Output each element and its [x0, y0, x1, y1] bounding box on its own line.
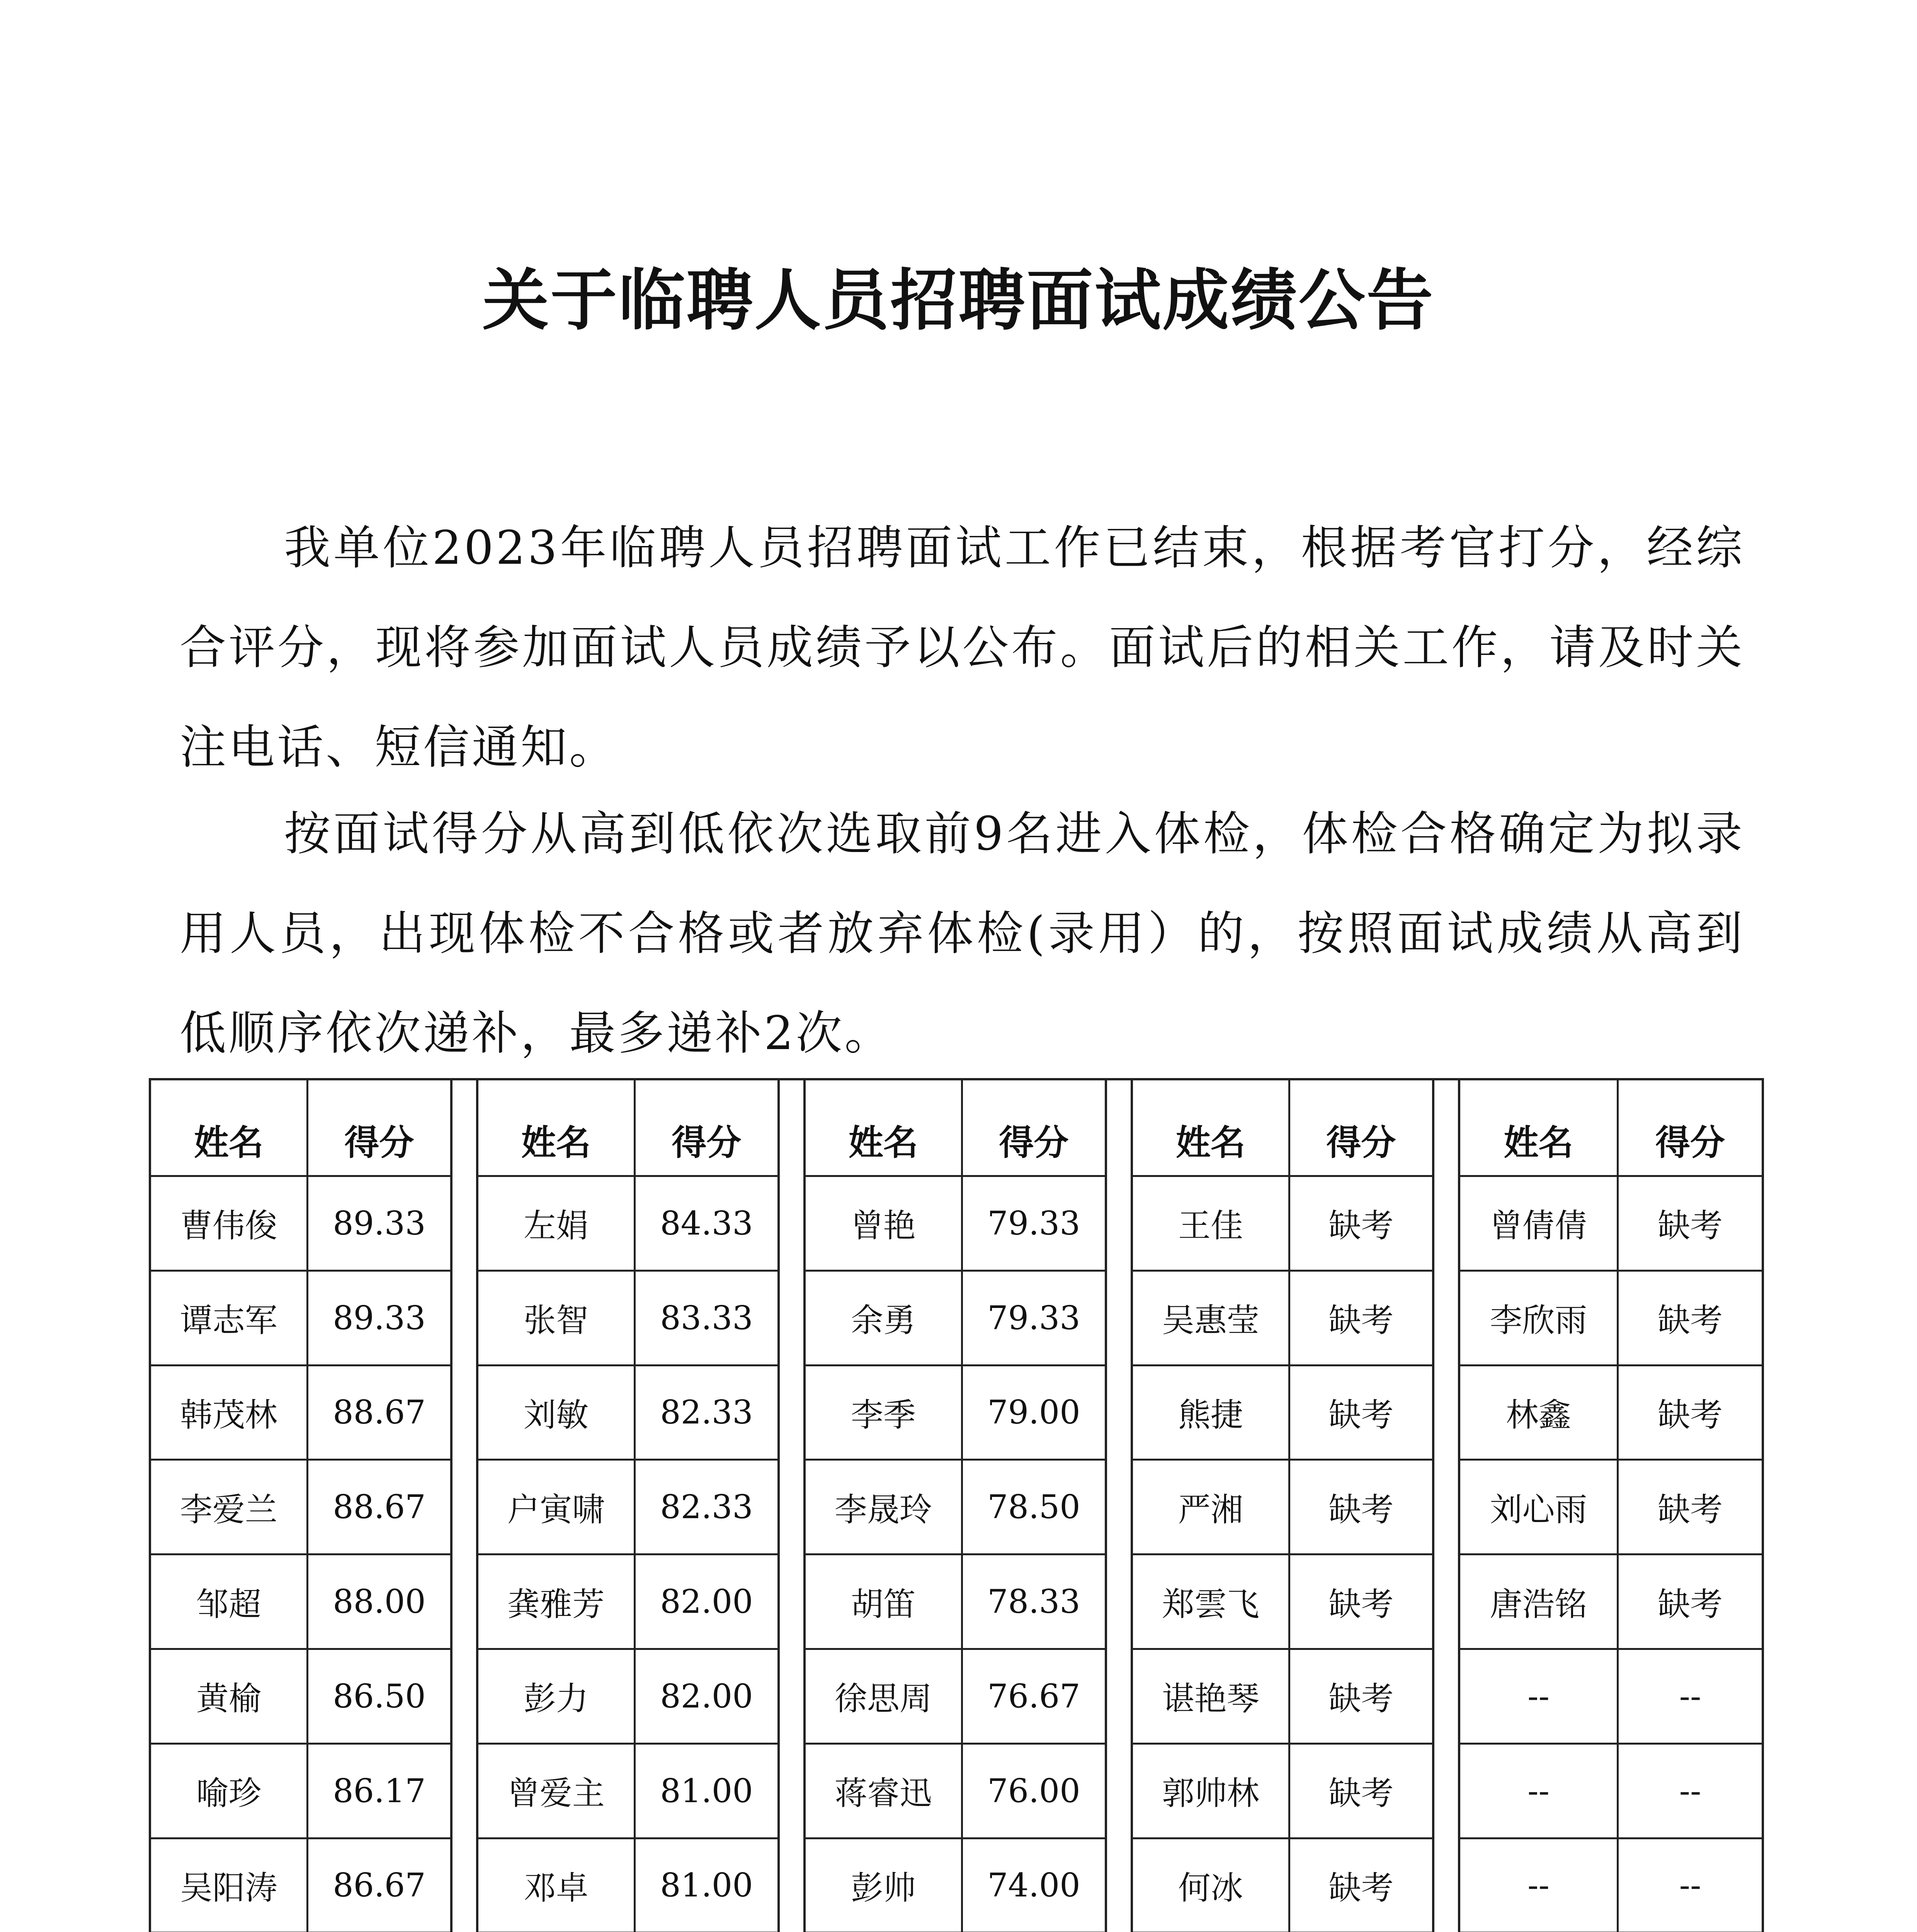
table-row — [151, 1648, 450, 1743]
table-row — [806, 1553, 1105, 1648]
candidate-name: 王佳 — [1133, 1177, 1290, 1270]
table-row — [806, 1837, 1105, 1932]
table-row — [1460, 1648, 1762, 1743]
candidate-score: 缺考 — [1328, 1869, 1394, 1907]
candidate-score: 78.50 — [987, 1488, 1080, 1526]
candidate-score: 76.67 — [987, 1677, 1080, 1715]
candidate-name: 谌艳琴 — [1133, 1650, 1290, 1743]
score-group — [151, 1080, 452, 1932]
header-score: 得分 — [672, 1122, 742, 1163]
table-header-row — [1460, 1080, 1762, 1175]
candidate-score: 86.50 — [333, 1677, 426, 1715]
table-spacer — [1107, 1080, 1133, 1932]
candidate-name: 李欣雨 — [1460, 1272, 1619, 1364]
candidate-score: -- — [1679, 1866, 1701, 1905]
candidate-name: 李爱兰 — [151, 1461, 308, 1553]
candidate-name: 刘敏 — [478, 1366, 636, 1459]
candidate-name: -- — [1460, 1839, 1619, 1932]
candidate-name: 喻珍 — [151, 1745, 308, 1837]
table-row — [151, 1364, 450, 1459]
candidate-name: 胡笛 — [806, 1555, 963, 1648]
candidate-score: 86.17 — [333, 1772, 426, 1810]
candidate-name: 郑雲飞 — [1133, 1555, 1290, 1648]
candidate-name: 彭力 — [478, 1650, 636, 1743]
candidate-name: 左娟 — [478, 1177, 636, 1270]
candidate-score: 89.33 — [333, 1204, 426, 1242]
candidate-score: 82.00 — [660, 1583, 753, 1621]
score-group — [1460, 1080, 1762, 1932]
table-row — [478, 1743, 777, 1837]
table-header-row — [806, 1080, 1105, 1175]
candidate-name: 曾爱主 — [478, 1745, 636, 1837]
header-name: 姓名 — [806, 1080, 963, 1175]
candidate-score: 缺考 — [1328, 1207, 1394, 1245]
score-table — [149, 1078, 1764, 1932]
announcement-paragraph-2: 按面试得分从高到低依次选取前9名进入体检，体检合格确定为拟录用人员，出现体检不合格或者放弃体检(录用）的，按照面试成绩从高到低顺序依次递补，最多递补2次。 — [180, 807, 1745, 1060]
table-row — [478, 1648, 777, 1743]
header-name: 姓名 — [478, 1080, 636, 1175]
table-row — [806, 1648, 1105, 1743]
table-row — [151, 1743, 450, 1837]
score-group — [1133, 1080, 1434, 1932]
table-row — [151, 1837, 450, 1932]
candidate-score: 76.00 — [987, 1772, 1080, 1810]
candidate-score: 88.67 — [333, 1488, 426, 1526]
candidate-score: 79.33 — [987, 1204, 1080, 1242]
candidate-name: 余勇 — [806, 1272, 963, 1364]
candidate-score: 88.00 — [333, 1583, 426, 1621]
table-row — [478, 1175, 777, 1270]
candidate-score: 83.33 — [660, 1299, 753, 1337]
candidate-name: 邓卓 — [478, 1839, 636, 1932]
candidate-score: 81.00 — [660, 1866, 753, 1905]
table-row — [151, 1553, 450, 1648]
score-group — [478, 1080, 780, 1932]
header-score: 得分 — [344, 1122, 414, 1163]
candidate-score: 79.00 — [987, 1393, 1080, 1432]
table-row — [1133, 1175, 1432, 1270]
candidate-name: 李季 — [806, 1366, 963, 1459]
table-row — [1460, 1553, 1762, 1648]
candidate-name: 李晟玲 — [806, 1461, 963, 1553]
table-row — [806, 1175, 1105, 1270]
candidate-score: 缺考 — [1328, 1396, 1394, 1434]
table-row — [1133, 1837, 1432, 1932]
candidate-name: 熊捷 — [1133, 1366, 1290, 1459]
table-row — [151, 1270, 450, 1364]
table-row — [1133, 1743, 1432, 1837]
candidate-score: 82.00 — [660, 1677, 753, 1715]
candidate-score: 86.67 — [333, 1866, 426, 1905]
candidate-score: 82.33 — [660, 1393, 753, 1432]
table-row — [1460, 1270, 1762, 1364]
candidate-score: 缺考 — [1328, 1680, 1394, 1718]
table-row — [1133, 1553, 1432, 1648]
table-row — [806, 1459, 1105, 1553]
candidate-name: 吴惠莹 — [1133, 1272, 1290, 1364]
table-row — [1133, 1270, 1432, 1364]
header-score: 得分 — [1326, 1122, 1396, 1163]
table-spacer — [780, 1080, 806, 1932]
table-row — [1133, 1648, 1432, 1743]
table-header-row — [478, 1080, 777, 1175]
candidate-name: 户寅啸 — [478, 1461, 636, 1553]
candidate-name: 曾倩倩 — [1460, 1177, 1619, 1270]
candidate-name: 蒋睿迅 — [806, 1745, 963, 1837]
candidate-name: 唐浩铭 — [1460, 1555, 1619, 1648]
header-name: 姓名 — [1133, 1080, 1290, 1175]
candidate-name: 吴阳涛 — [151, 1839, 308, 1932]
candidate-name: 徐思周 — [806, 1650, 963, 1743]
candidate-name: 曾艳 — [806, 1177, 963, 1270]
candidate-score: 82.33 — [660, 1488, 753, 1526]
table-row — [478, 1553, 777, 1648]
candidate-name: 刘心雨 — [1460, 1461, 1619, 1553]
candidate-score: 79.33 — [987, 1299, 1080, 1337]
candidate-score: 缺考 — [1328, 1490, 1394, 1529]
table-row — [478, 1837, 777, 1932]
table-row — [1460, 1743, 1762, 1837]
candidate-name: 曹伟俊 — [151, 1177, 308, 1270]
candidate-score: 缺考 — [1328, 1585, 1394, 1623]
candidate-score: 74.00 — [987, 1866, 1080, 1905]
candidate-score: 缺考 — [1657, 1396, 1723, 1434]
candidate-score: 89.33 — [333, 1299, 426, 1337]
candidate-score: -- — [1679, 1677, 1701, 1715]
table-row — [478, 1270, 777, 1364]
candidate-score: 缺考 — [1328, 1774, 1394, 1813]
table-row — [1460, 1837, 1762, 1932]
table-spacer — [1434, 1080, 1460, 1932]
candidate-name: 严湘 — [1133, 1461, 1290, 1553]
candidate-name: 韩茂林 — [151, 1366, 308, 1459]
candidate-score: 缺考 — [1657, 1490, 1723, 1529]
table-row — [806, 1364, 1105, 1459]
candidate-score: 缺考 — [1657, 1585, 1723, 1623]
candidate-name: 谭志军 — [151, 1272, 308, 1364]
candidate-score: 缺考 — [1657, 1301, 1723, 1340]
table-header-row — [151, 1080, 450, 1175]
table-row — [1133, 1459, 1432, 1553]
table-header-row — [1133, 1080, 1432, 1175]
table-row — [151, 1459, 450, 1553]
candidate-score: 78.33 — [987, 1583, 1080, 1621]
announcement-paragraph-1: 我单位2023年临聘人员招聘面试工作已结束，根据考官打分，经综合评分，现将参加面试人员成绩予以公布。面试后的相关工作，请及时关注电话、短信通知。 — [180, 521, 1745, 774]
candidate-name: 邹超 — [151, 1555, 308, 1648]
candidate-name: 黄榆 — [151, 1650, 308, 1743]
table-row — [478, 1459, 777, 1553]
candidate-name: -- — [1460, 1745, 1619, 1837]
header-score: 得分 — [999, 1122, 1069, 1163]
page-title: 关于临聘人员招聘面试成绩公告 — [482, 261, 1435, 339]
candidate-name: 彭帅 — [806, 1839, 963, 1932]
table-row — [1460, 1459, 1762, 1553]
header-name: 姓名 — [1460, 1080, 1619, 1175]
table-row — [806, 1743, 1105, 1837]
candidate-score: 84.33 — [660, 1204, 753, 1242]
table-row — [806, 1270, 1105, 1364]
candidate-name: 张智 — [478, 1272, 636, 1364]
table-spacer — [452, 1080, 478, 1932]
candidate-name: 林鑫 — [1460, 1366, 1619, 1459]
candidate-score: 88.67 — [333, 1393, 426, 1432]
candidate-score: 缺考 — [1328, 1301, 1394, 1340]
candidate-score: 缺考 — [1657, 1207, 1723, 1245]
candidate-name: -- — [1460, 1650, 1619, 1743]
table-row — [1460, 1175, 1762, 1270]
candidate-name: 龚雅芳 — [478, 1555, 636, 1648]
header-name: 姓名 — [151, 1080, 308, 1175]
table-row — [1133, 1364, 1432, 1459]
table-row — [478, 1364, 777, 1459]
candidate-name: 郭帅林 — [1133, 1745, 1290, 1837]
candidate-score: 81.00 — [660, 1772, 753, 1810]
candidate-score: -- — [1679, 1772, 1701, 1810]
table-row — [1460, 1364, 1762, 1459]
header-score: 得分 — [1655, 1122, 1725, 1163]
score-group — [806, 1080, 1107, 1932]
table-row — [151, 1175, 450, 1270]
candidate-name: 何冰 — [1133, 1839, 1290, 1932]
